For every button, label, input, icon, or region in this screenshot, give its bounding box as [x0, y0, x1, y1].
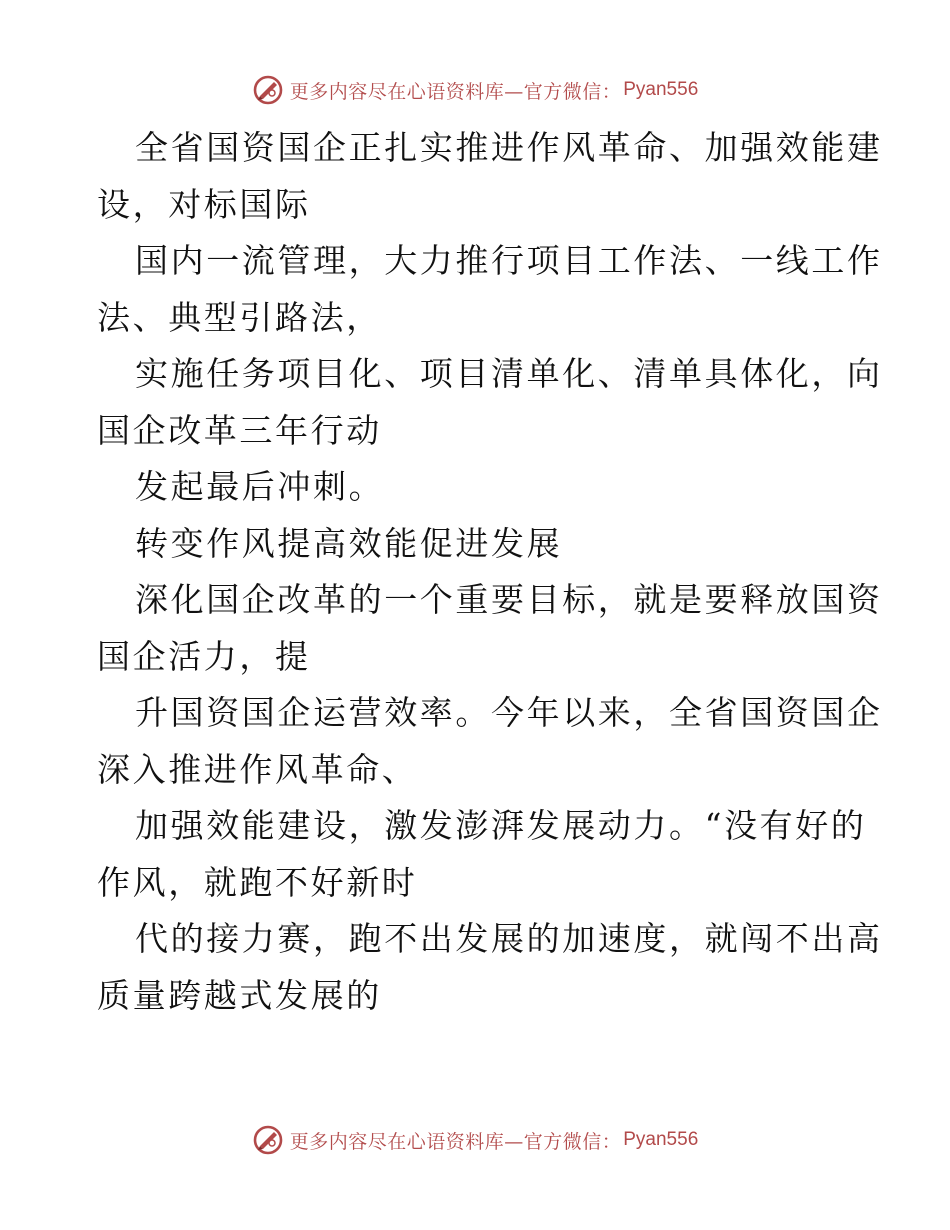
text-line: 法、典型引路法，	[97, 297, 382, 337]
watermark-handle: Pyan556	[623, 1129, 699, 1150]
header-watermark	[0, 70, 950, 110]
text-line: 深化国企改革的一个重要目标，就是要释放国资	[135, 580, 883, 619]
watermark-text: 更多内容尽在心语资料库—官方微信：	[289, 80, 622, 103]
text-line: 实施任务项目化、项目清单化、清单具体化，向	[135, 354, 883, 393]
text-line: 国企活力，提	[97, 636, 311, 676]
document-body	[97, 120, 883, 1024]
text-line: 设，对标国际	[97, 184, 311, 224]
text-line: 深入推进作风革命、	[97, 749, 418, 789]
text-line: 全省国资国企正扎实推进作风革命、加强效能建	[135, 128, 883, 167]
watermark-handle: Pyan556	[623, 79, 699, 100]
text-line: 发起最后冲刺。	[135, 467, 385, 506]
section-heading: 转变作风提高效能促进发展	[135, 523, 563, 563]
text-line: 代的接力赛，跑不出发展的加速度，就闯不出高	[135, 919, 883, 958]
text-line: 国内一流管理，大力推行项目工作法、一线工作	[135, 241, 883, 280]
text-line: 加强效能建设，激发澎湃发展动力。“没有好的	[135, 806, 867, 845]
pen-circle-logo-icon	[252, 74, 284, 106]
text-line: 质量跨越式发展的	[97, 975, 382, 1015]
text-line: 升国资国企运营效率。今年以来，全省国资国企	[135, 693, 883, 732]
watermark-text: 更多内容尽在心语资料库—官方微信：	[289, 1130, 622, 1153]
pen-circle-logo-icon	[252, 1124, 284, 1156]
text-line: 国企改革三年行动	[97, 410, 382, 450]
footer-watermark	[0, 1120, 950, 1160]
text-line: 作风，就跑不好新时	[97, 862, 418, 902]
